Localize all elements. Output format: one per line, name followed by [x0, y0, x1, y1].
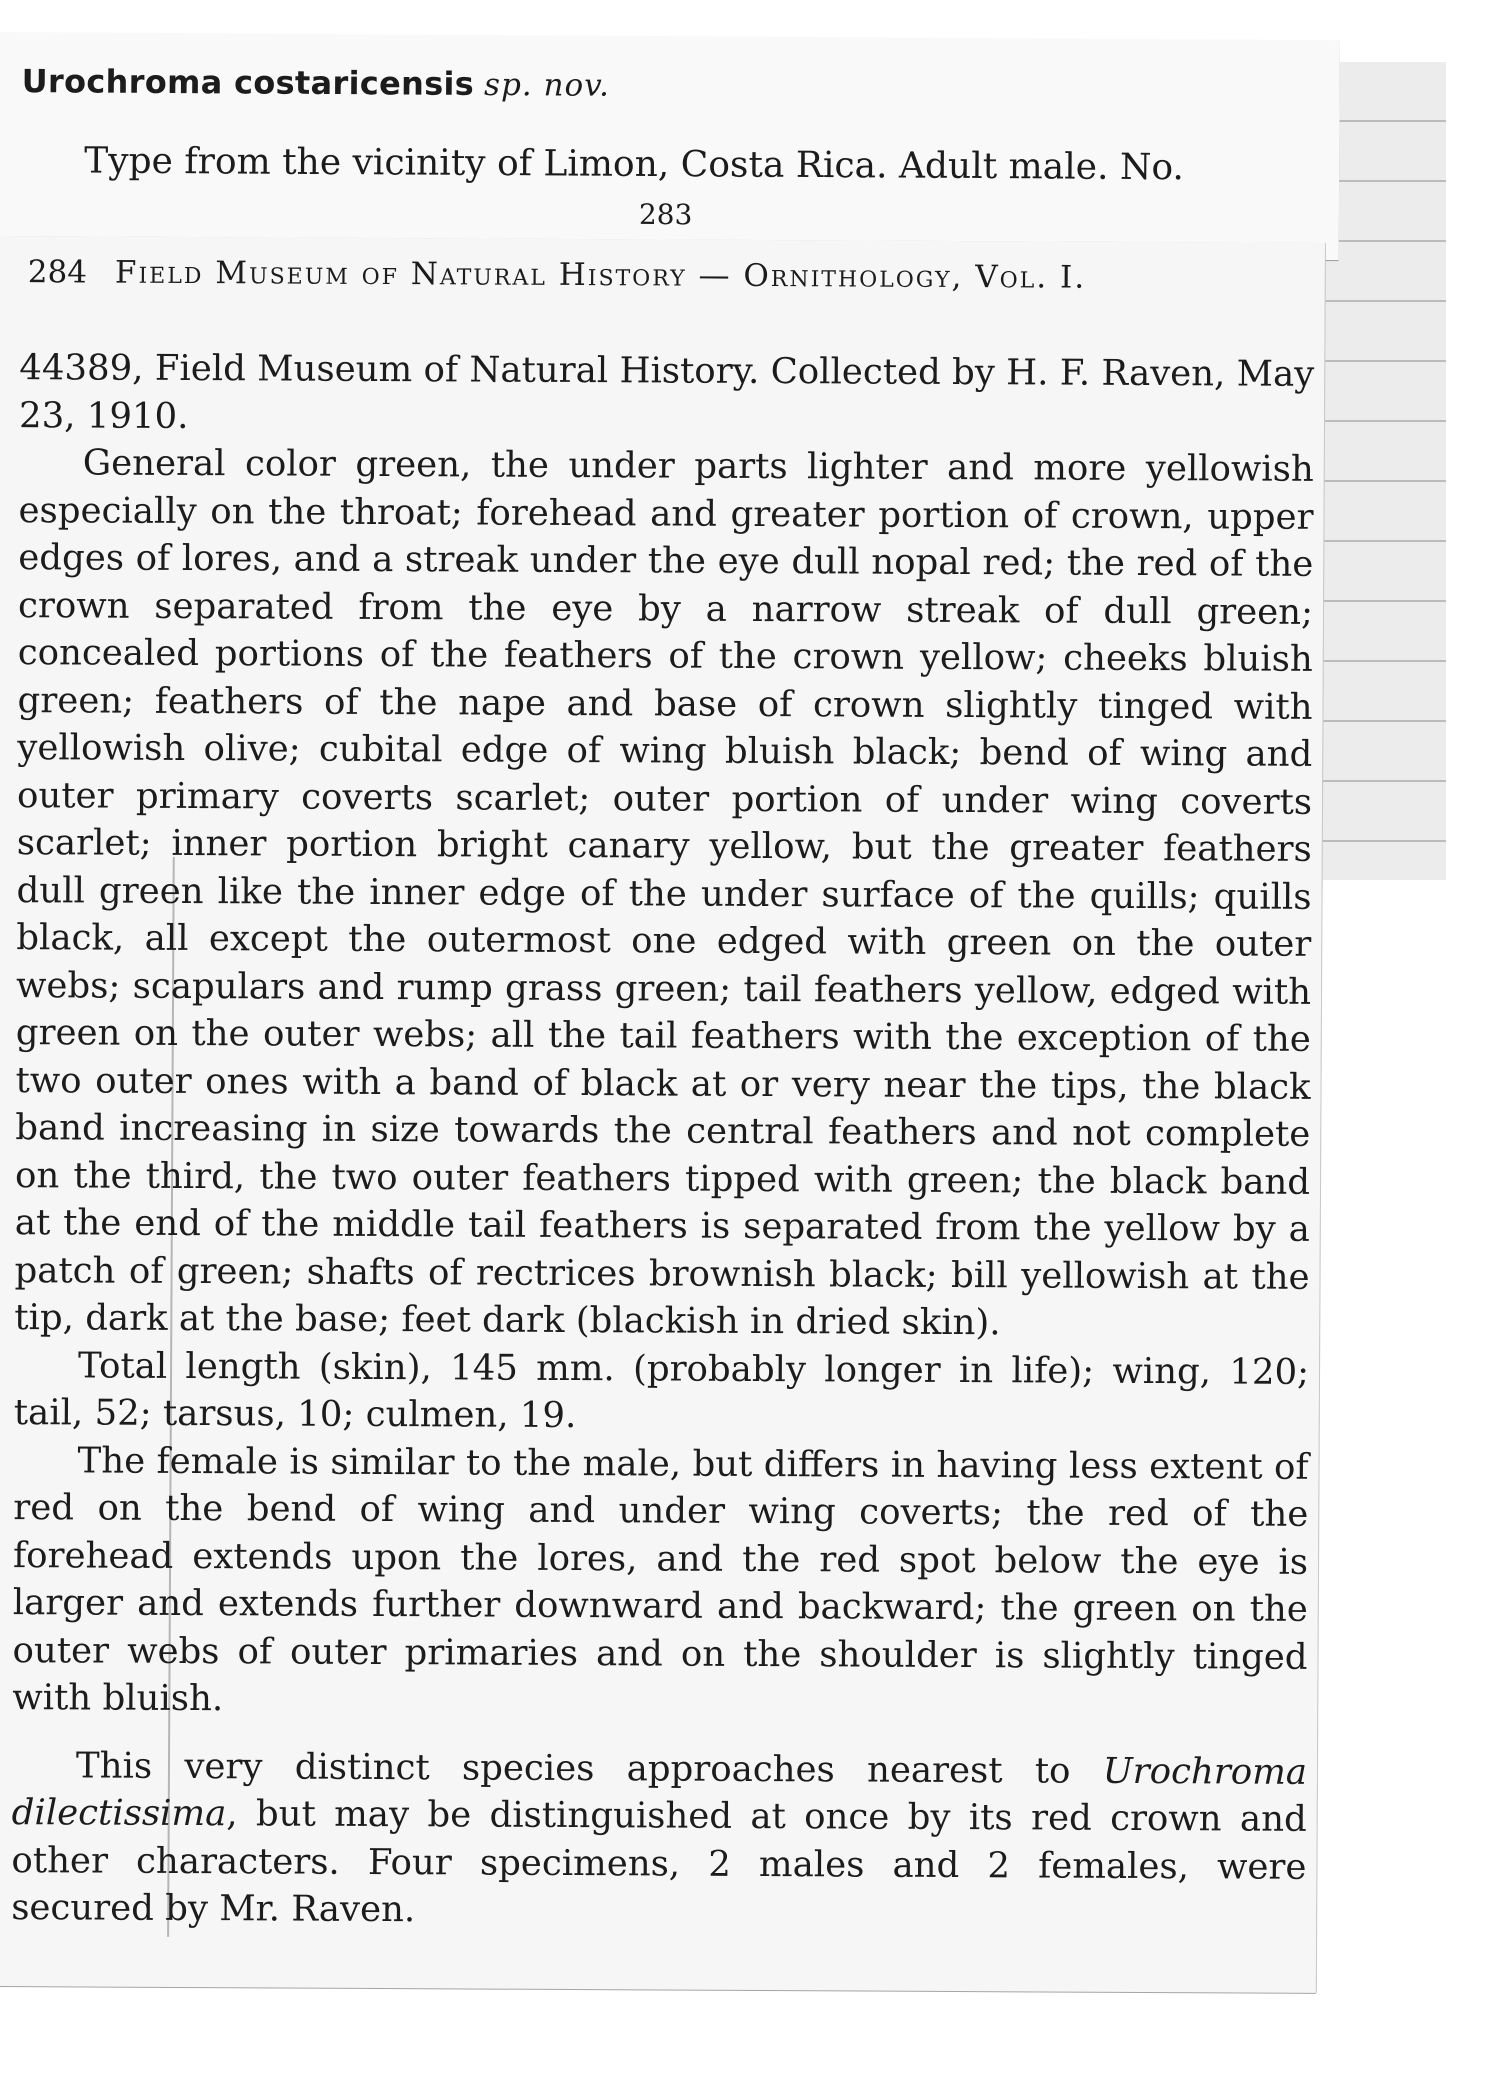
specimen-paragraph: 44389, Field Museum of Natural History. Collected by H. F. Raven, May 23, 1910. — [18, 347, 1315, 437]
main-clipping — [0, 236, 1325, 1993]
species-title — [22, 62, 610, 104]
species-suffix: sp. nov. — [483, 66, 610, 104]
type-locality-line: Type from the vicinity of Limon, Costa Rica. Adult male. No. — [84, 140, 1185, 189]
top-clipping — [0, 32, 1340, 260]
comparison-text-end: , but may be distinguished at once by its red crown and other characters. Four specimens, 2 males and 2 females, were secured by Mr. Raven. — [11, 1793, 1307, 1931]
comparison-text-start: This very distinct species approaches nearest to — [75, 1744, 1103, 1792]
male-description-paragraph: General color green, the under parts lighter and more yellowish especially on the throat; forehead and greater portion of crown, upper edges of lores, and a streak under the eye dull nopal red; the red of the crown separated from the eye by a narrow streak of dull green; concealed portions of the feathers of the crown yellow; cheeks bluish green; feathers of the nape and base of crown slightly tinged with yellowish olive; cubital edge of wing bluish black; bend of wing and outer primary coverts scarlet; outer portion of under wing coverts scarlet; inner portion bright canary yellow, but the greater feathers dull green like the inner edge of the under surface of the quills; quills black, all except the outermost one edged with green on the outer webs; scapulars and rump grass green; tail feathers yellow, edged with green on the outer webs; all the tail feathers with the exception of the two outer ones with a band of black at or very near the tips, the black band increasing in size towards the central feathers and not complete on the third, the two outer feathers tipped with green; the black band at the end of the middle tail feathers is separated from the yellow by a patch of green; shafts of rectrices brownish black; bill yellowish at the tip, dark at the base; feet dark (blackish in dried skin). — [14, 442, 1314, 1344]
female-description-paragraph: The female is similar to the male, but differs in having less extent of red on the bend of wing and under wing coverts; the red of the forehead extends upon the lores, and the red spot below the eye is larger and extends further downward and backward; the green on the outer webs of outer primaries and on the shoulder is slightly tinged with bluish. — [12, 1439, 1309, 1720]
measurements-paragraph: Total length (skin), 145 mm. (probably longer in life); wing, 120; tail, 52; tarsus, 10; culmen, 19. — [13, 1344, 1310, 1437]
running-head-title: Field Museum of Natural History — Ornithology, Vol. I. — [114, 254, 1087, 296]
running-header — [28, 254, 1086, 296]
page-number: 284 — [27, 254, 88, 291]
description-body — [11, 344, 1314, 1938]
comparison-species: Urochroma dilectissima — [11, 1750, 1308, 1835]
comparison-paragraph — [11, 1742, 1307, 1939]
page-number-top: 283 — [638, 197, 693, 232]
species-name: Urochroma costaricensis — [21, 62, 475, 103]
